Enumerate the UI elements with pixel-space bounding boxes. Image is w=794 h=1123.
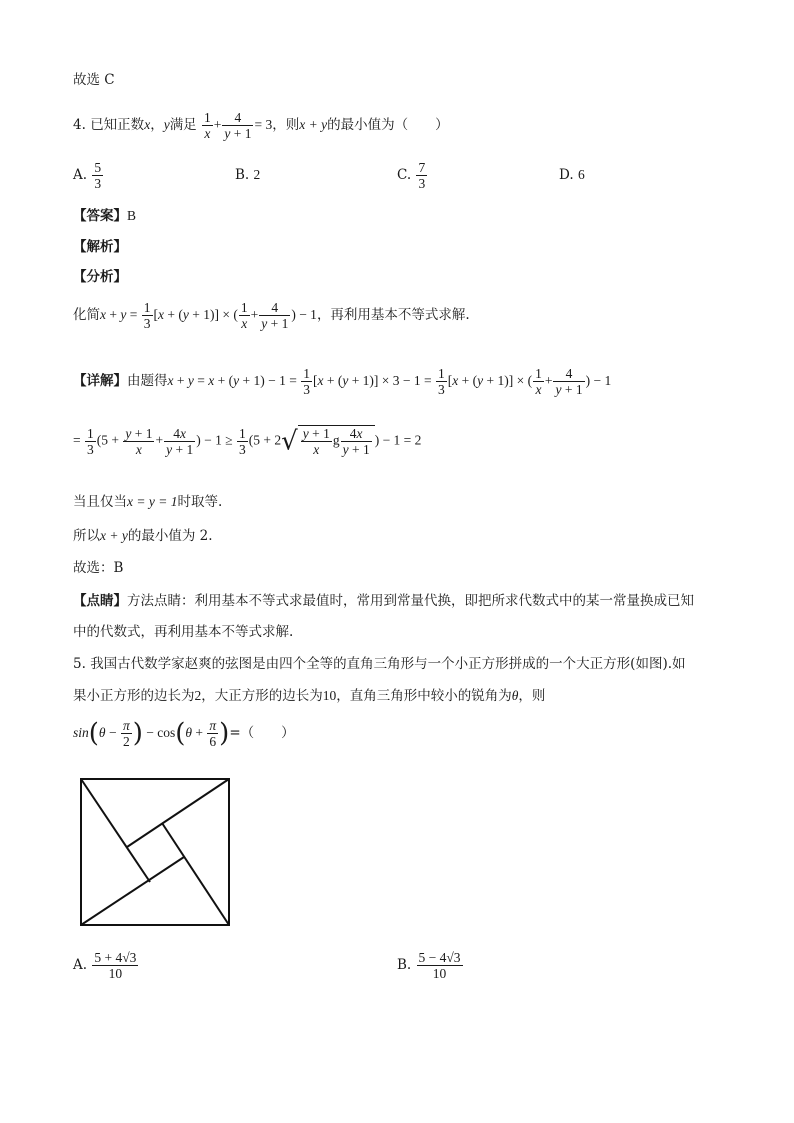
q5-expression: sin(θ − $\frac{\pi}{2}$ ) − cos(θ + $\frac{\pi}{6}$ )=（ ） [73, 718, 295, 749]
triangle-edge-2 [127, 779, 229, 847]
var-x: x [144, 117, 151, 132]
q4-detail-line1: 【详解】由题得x + y = x + (y + 1) − 1 = $\frac{1}{3}$ [x + (y + 1)] × 3 − 1 = $\frac{1}{3}$ [x + (y + 1)] × ( $\frac{1}{x}$ + $\frac{4}{y + 1}$ ) − 1 [73, 366, 612, 397]
q5-option-b: B. $\frac{5 - 4√3}{10}$ [397, 950, 461, 981]
q4-answer: 【答案】B [73, 208, 137, 224]
q4-fenxi-line: 化简x + y = $\frac{1}{3}$ [x + (y + 1)] × ( $\frac{1}{x}$ + $\frac{4}{y + 1}$ ) − 1，再利用基本不等式求解. [73, 300, 470, 331]
q4-conclusion-line: 所以x + y的最小值为 2. [73, 528, 213, 544]
target-expr: x + y [299, 117, 328, 132]
triangle-edge-4 [81, 857, 184, 925]
q4-number: 4. [73, 117, 86, 133]
q4-equality-line: 当且仅当x = y = 1时取等. [73, 494, 223, 510]
q4-stem: 4. 已知正数x，y满足 $\frac{1}{x}$ + $\frac{4}{y + 1}$ = 3，则x + y的最小值为（ ） [73, 110, 449, 141]
q5-line1: 5. 我国古代数学家赵爽的弦图是由四个全等的直角三角形与一个小正方形拼成的一个大正方形(如图).如 [73, 656, 686, 672]
zhao-shuang-square-diagram [80, 778, 230, 926]
stem-mid: 满足 [169, 117, 197, 133]
q4-choose-line: 故选：B [73, 560, 124, 576]
var-y: y [163, 117, 170, 132]
q4-fenxi-tag: 【分析】 [73, 269, 127, 285]
q4-option-a: A. $\frac{5}{3}$ [73, 160, 102, 191]
stem-end: 的最小值为（ ） [327, 117, 449, 133]
q4-option-d: D. 6 [559, 167, 585, 183]
q5-line2: 果小正方形的边长为2，大正方形的边长为10，直角三角形中较小的锐角为θ，则 [73, 688, 546, 704]
previous-answer-line: 故选 C [73, 72, 115, 88]
frac-4-over-y1: $\frac{4}{y + 1}$ [224, 110, 252, 141]
q4-option-c: C. $\frac{7}{3}$ [397, 160, 426, 191]
sep: ， [150, 117, 164, 133]
q5-option-a: A. $\frac{5 + 4√3}{10}$ [73, 950, 137, 981]
q4-jiexi-tag: 【解析】 [73, 239, 127, 255]
big-square [81, 779, 229, 925]
q4-detail-line2: = $\frac{1}{3}$ (5 + $\frac{y + 1}{x}$ + $\frac{4x}{y + 1}$ ) − 1 ≥ $\frac{1}{3}$ (5 + 2√ $\frac{y + 1}{x}$ g $\frac{4x}{y + 1}$ ) − 1 = 2 [73, 425, 422, 457]
frac-1-over-x: $\frac{1}{x}$ [203, 110, 211, 141]
triangle-edge-1 [81, 779, 150, 882]
q4-option-b: B. 2 [235, 167, 261, 183]
eq-rhs: = 3 [254, 117, 273, 132]
q4-tip-line2: 中的代数式，再利用基本不等式求解. [73, 624, 294, 640]
triangle-edge-3 [162, 823, 229, 925]
q4-stem-pre: 已知正数 [90, 117, 145, 133]
q4-tip-line1: 【点睛】方法点睛：利用基本不等式求最值时，常用到常量代换，即把所求代数式中的某一常量换成已知 [73, 593, 694, 609]
stem-post: ，则 [272, 117, 300, 133]
